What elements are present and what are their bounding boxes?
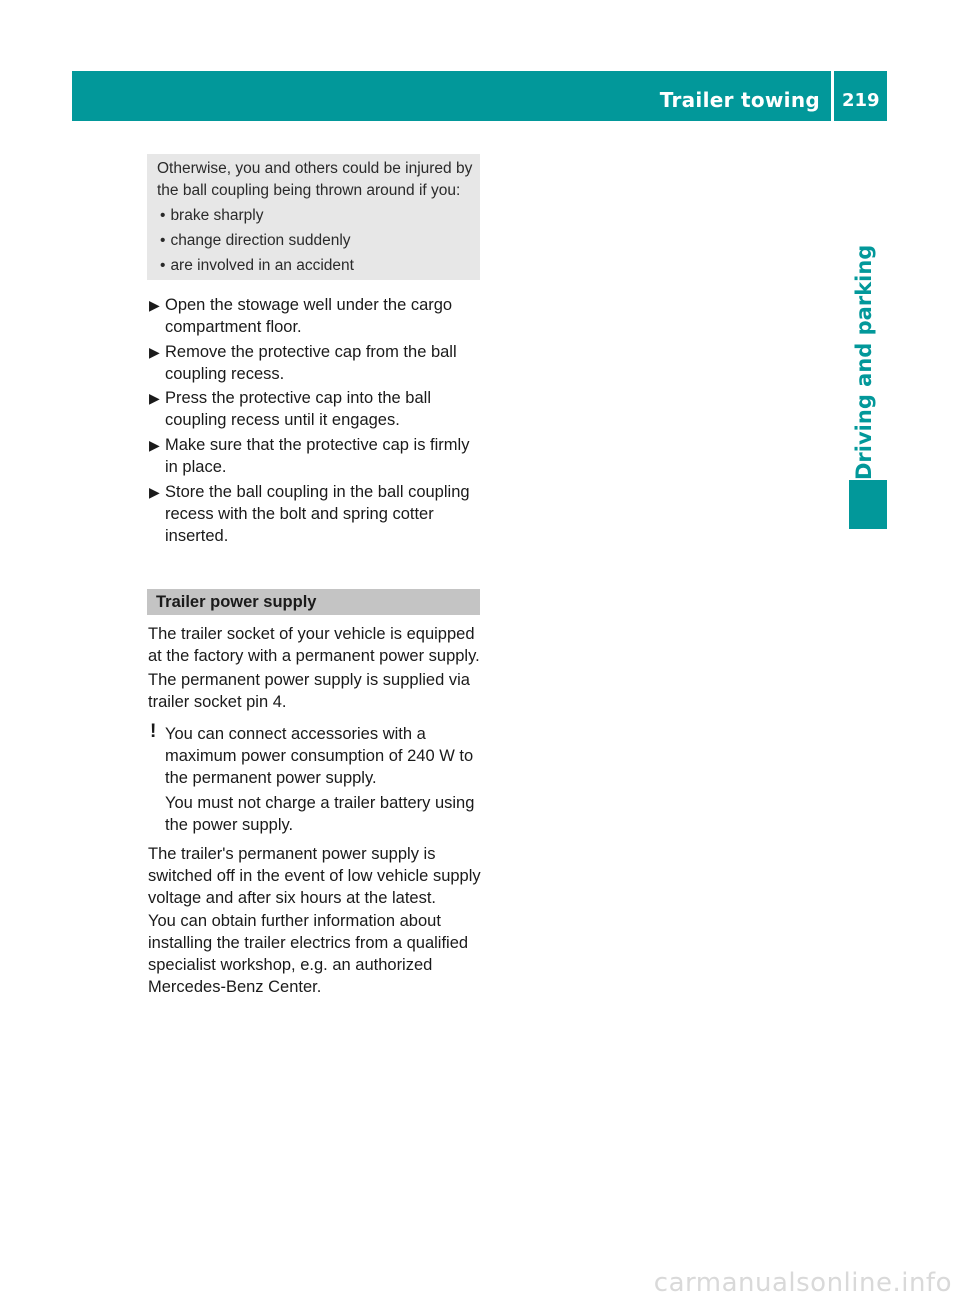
instruction-step: [149, 294, 484, 338]
side-tab-label: Driving and parking: [852, 244, 876, 480]
step-arrow-icon: ▶: [149, 344, 160, 360]
paragraph: The trailer's permanent power supply is switched off in the event of low vehicle supply voltage and after six hours at the latest.: [148, 845, 481, 907]
watermark: carmanualsonline.info: [653, 1268, 952, 1298]
instruction-step: [149, 481, 484, 547]
step-arrow-icon: ▶: [149, 390, 160, 406]
warning-text: Otherwise, you and others could be injured by the ball coupling being thrown around if you:: [157, 160, 473, 199]
step-arrow-icon: ▶: [149, 297, 160, 313]
step-arrow-icon: ▶: [149, 484, 160, 500]
header-divider: [831, 71, 834, 121]
section-heading: Trailer power supply: [156, 593, 317, 611]
notice-icon: !: [150, 721, 157, 742]
paragraph: You can obtain further information about installing the trailer electrics from a qualified specialist workshop, e.g. an authorized Mercedes-Benz Center.: [148, 912, 469, 996]
paragraph: The permanent power supply is supplied via trailer socket pin 4.: [148, 671, 470, 711]
step-arrow-icon: ▶: [149, 437, 160, 453]
step-text: Store the ball coupling in the ball coupling recess with the bolt and spring cotter inserted.: [165, 483, 470, 545]
instruction-step: [149, 434, 484, 478]
notice-text: You must not charge a trailer battery using the power supply.: [165, 794, 475, 834]
step-text: Press the protective cap into the ball coupling recess until it engages.: [165, 389, 431, 429]
warning-item: • change direction suddenly: [160, 230, 351, 252]
notice-text: You can connect accessories with a maximum power consumption of 240 W to the permanent power supply.: [165, 725, 474, 787]
instruction-step: [149, 387, 484, 431]
step-text: Make sure that the protective cap is firmly in place.: [165, 436, 470, 476]
page-title: Trailer towing: [659, 88, 820, 112]
instruction-step: [149, 341, 484, 385]
step-text: Remove the protective cap from the ball coupling recess.: [165, 343, 457, 383]
side-tab-marker: [849, 480, 887, 529]
step-text: Open the stowage well under the cargo compartment floor.: [165, 296, 453, 336]
paragraph: The trailer socket of your vehicle is equipped at the factory with a permanent power supply.: [148, 625, 480, 665]
page-number: 219: [842, 90, 880, 111]
warning-item: • are involved in an accident: [160, 255, 354, 277]
warning-item: • brake sharply: [160, 205, 263, 227]
